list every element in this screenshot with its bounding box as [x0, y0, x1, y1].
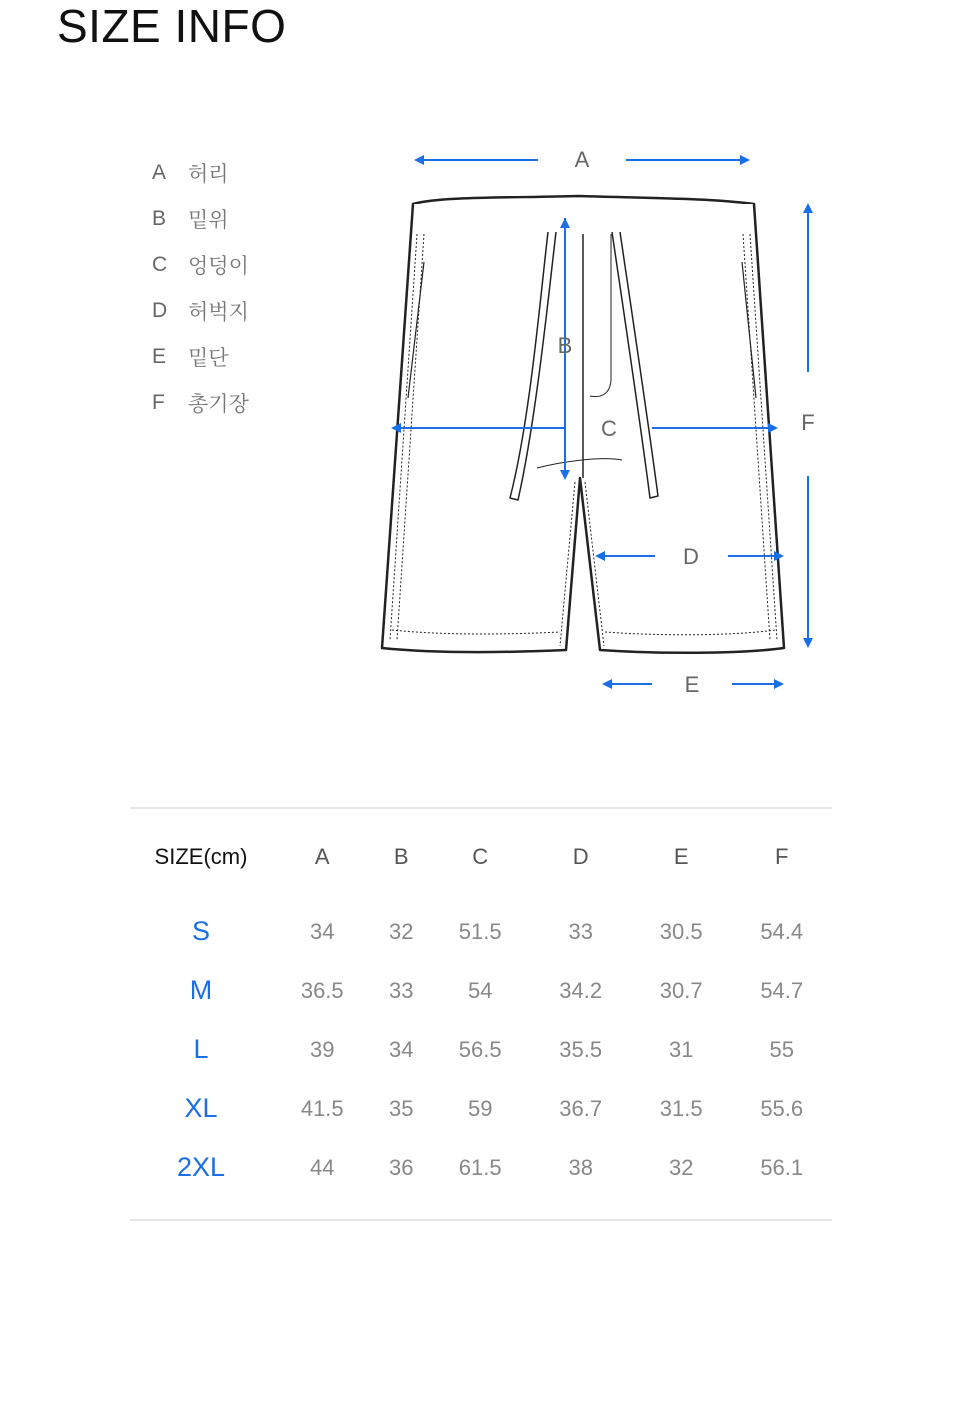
shorts-outline-icon	[382, 196, 784, 653]
table-header-cell: A	[314, 844, 330, 869]
table-cell: 31	[668, 1036, 694, 1062]
table-cell: 36	[388, 1154, 414, 1180]
table-cell: 44	[310, 1154, 335, 1180]
table-cell: 33	[568, 918, 593, 944]
table-cell: 56.5	[458, 1036, 502, 1062]
table-cell: 34	[310, 918, 335, 944]
measurement-legend	[150, 150, 300, 426]
table-cell: 54.7	[760, 977, 804, 1003]
table-cell: 30.7	[659, 977, 703, 1003]
diagram-label-f: F	[801, 410, 815, 435]
legend-name: 밑위	[188, 209, 229, 232]
size-label: M	[189, 975, 213, 1005]
size-label: L	[193, 1034, 209, 1064]
table-top-divider	[130, 807, 832, 809]
page-title: SIZE INFO	[57, 0, 287, 52]
table-header-row	[130, 820, 832, 894]
table-cell: 59	[467, 1095, 493, 1121]
legend-letter: C	[152, 253, 168, 276]
legend-letter: E	[152, 345, 167, 368]
diagram-label-b: B	[557, 333, 573, 358]
size-label: S	[191, 916, 210, 946]
diagram-label-e: E	[684, 672, 700, 697]
size-table	[130, 820, 832, 1197]
table-cell: 55	[769, 1036, 794, 1062]
legend-letter: D	[152, 299, 168, 322]
legend-letter: F	[152, 391, 165, 414]
table-cell: 30.5	[659, 918, 703, 944]
table-cell: 36.7	[559, 1095, 603, 1121]
size-label: XL	[184, 1093, 218, 1123]
table-cell: 31.5	[659, 1095, 703, 1121]
table-cell: 39	[310, 1036, 335, 1062]
legend-item-e	[150, 334, 300, 380]
legend-name: 허벅지	[188, 301, 249, 324]
table-cell: 41.5	[300, 1095, 344, 1121]
diagram-label-c: C	[601, 416, 617, 441]
table-cell: 54.4	[760, 918, 804, 944]
legend-letter: B	[152, 207, 167, 230]
table-cell: 55.6	[760, 1095, 804, 1121]
table-row	[130, 1020, 832, 1079]
table-cell: 34	[388, 1036, 414, 1062]
table-cell: 35	[388, 1095, 414, 1121]
table-cell: 35.5	[559, 1036, 603, 1062]
table-header-size: SIZE(cm)	[154, 844, 248, 869]
diagram-label-a: A	[574, 147, 590, 172]
table-row	[130, 894, 832, 961]
table-header-cell: E	[673, 844, 689, 869]
shorts-measurement-diagram	[370, 130, 840, 710]
legend-item-d	[150, 288, 300, 334]
legend-name: 엉덩이	[188, 255, 249, 278]
legend-item-b	[150, 196, 300, 242]
table-cell: 38	[568, 1154, 593, 1180]
legend-letter: A	[152, 161, 167, 184]
table-row	[130, 1138, 832, 1197]
table-cell: 51.5	[458, 918, 502, 944]
table-cell: 34.2	[559, 977, 603, 1003]
table-cell: 56.1	[760, 1154, 804, 1180]
table-cell: 32	[668, 1154, 694, 1180]
table-cell: 33	[388, 977, 414, 1003]
legend-name: 허리	[188, 163, 229, 186]
legend-item-c	[150, 242, 300, 288]
table-cell: 54	[467, 977, 493, 1003]
table-row	[130, 961, 832, 1020]
table-row	[130, 1079, 832, 1138]
table-cell: 32	[388, 918, 414, 944]
table-header-cell: F	[775, 844, 789, 869]
table-header-cell: C	[472, 844, 489, 869]
legend-name: 총기장	[188, 393, 249, 416]
legend-name: 밑단	[188, 347, 229, 370]
table-header-cell: B	[393, 844, 409, 869]
legend-item-f	[150, 380, 300, 426]
diagram-label-d: D	[683, 544, 699, 569]
table-cell: 36.5	[300, 977, 344, 1003]
table-bottom-divider	[130, 1219, 832, 1221]
size-label: 2XL	[176, 1152, 226, 1182]
table-header-cell: D	[572, 844, 589, 869]
legend-item-a	[150, 150, 300, 196]
table-cell: 61.5	[458, 1154, 502, 1180]
